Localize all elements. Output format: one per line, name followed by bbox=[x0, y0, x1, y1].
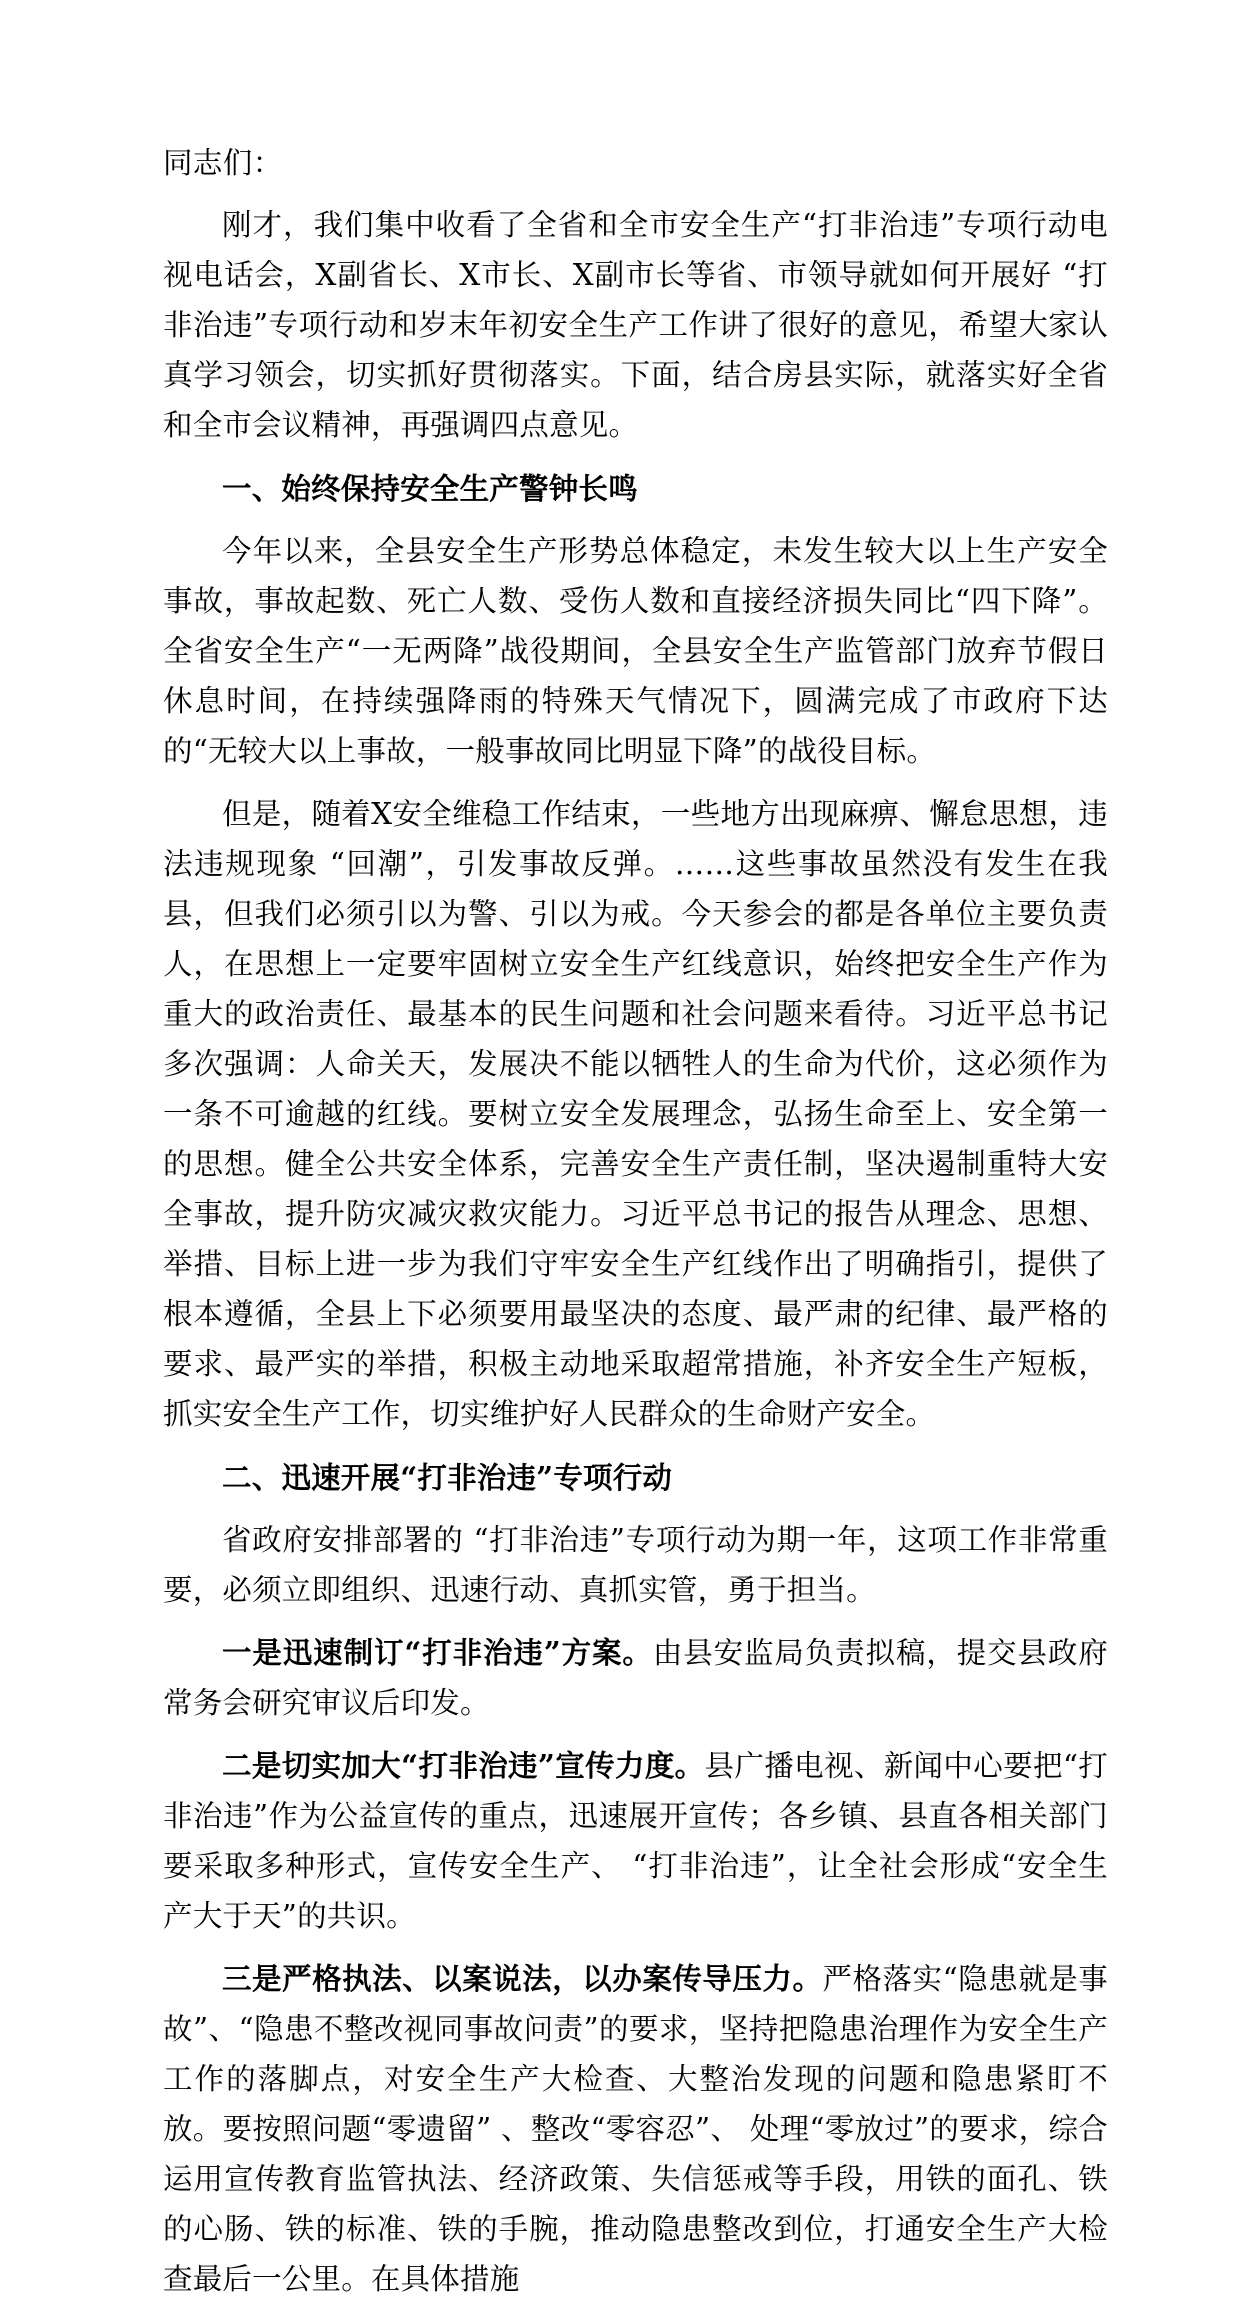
measure-two-text: 县广播电视、新闻中心要把“打非治违”作为公益宣传的重点，迅速展开宣传；各乡镇、县直各相关部门要采取多种形式，宣传安全生产、 “打非治违”，让全社会形成“安全生产大于天”的共识。 bbox=[163, 1749, 1108, 1933]
section-one-paragraph-2: 但是，随着X安全维稳工作结束，一些地方出现麻痹、懈怠思想，违法违规现象 “回潮”，引发事故反弹。……这些事故虽然没有发生在我县，但我们必须引以为警、引以为戒。今天参会的都是各单位主要负责人，在思想上一定要牢固树立安全生产红线意识，始终把安全生产作为重大的政治责任、最基本的民生问题和社会问题来看待。习近平总书记多次强调：人命关天，发展决不能以牺牲人的生命为代价，这必须作为一条不可逾越的红线。要树立安全发展理念，弘扬生命至上、安全第一的思想。健全公共安全体系，完善安全生产责任制，坚决遏制重特大安全事故，提升防灾减灾救灾能力。习近平总书记的报告从理念、思想、举措、目标上进一步为我们守牢安全生产红线作出了明确指引，提供了根本遵循，全县上下必须要用最坚决的态度、最严肃的纪律、最严格的要求、最严实的举措，积极主动地采取超常措施，补齐安全生产短板，抓实安全生产工作，切实维护好人民群众的生命财产安全。 bbox=[163, 797, 1108, 1431]
salutation: 同志们： bbox=[163, 146, 283, 180]
intro-paragraph: 刚才，我们集中收看了全省和全市安全生产“打非治违”专项行动电视电话会，X副省长、X市长、X副市长等省、市领导就如何开展好 “打非治违”专项行动和岁末年初安全生产工作讲了很好的意见，希望大家认真学习领会，切实抓好贯彻落实。下面，结合房县实际，就落实好全省和全市会议精神，再强调四点意见。 bbox=[163, 208, 1108, 442]
document-body bbox=[163, 140, 1108, 2304]
section-heading-one: 一、始终保持安全生产警钟长鸣 bbox=[222, 471, 638, 506]
measure-one-text: 由县安监局负责拟稿，提交县政府常务会研究审议后印发。 bbox=[163, 1636, 1108, 1720]
section-two-paragraph-1: 省政府安排部署的 “打非治违”专项行动为期一年，这项工作非常重要，必须立即组织、迅速行动、真抓实管，勇于担当。 bbox=[163, 1523, 1108, 1607]
measure-three-text: 严格落实“隐患就是事故”、“隐患不整改视同事故问责”的要求，坚持把隐患治理作为安全生产工作的落脚点，对安全生产大检查、大整治发现的问题和隐患紧盯不放。要按照问题“零遗留” 、整改“零容忍”、 处理“零放过”的要求，综合运用宣传教育监管执法、经济政策、失信惩戒等手段，用铁的面孔、铁的心肠、铁的标准、铁的手腕，推动隐患整改到位，打通安全生产大检查最后一公里。在具体措施 bbox=[163, 1962, 1108, 2296]
measure-three-paragraph bbox=[163, 1954, 1108, 2304]
measure-one-lead: 一是迅速制订“打非治违”方案。 bbox=[222, 1635, 653, 1670]
measure-three-lead: 三是严格执法、以案说法，以办案传导压力。 bbox=[222, 1961, 823, 1996]
measure-two-paragraph bbox=[163, 1741, 1108, 1941]
measure-two-lead: 二是切实加大“打非治违”宣传力度。 bbox=[222, 1748, 705, 1783]
section-heading-two: 二、迅速开展“打非治违”专项行动 bbox=[222, 1460, 673, 1495]
measure-one-paragraph bbox=[163, 1628, 1108, 1728]
section-one-paragraph-1: 今年以来，全县安全生产形势总体稳定，未发生较大以上生产安全事故，事故起数、死亡人数、受伤人数和直接经济损失同比“四下降”。全省安全生产“一无两降”战役期间，全县安全生产监管部门放弃节假日休息时间，在持续强降雨的特殊天气情况下，圆满完成了市政府下达的“无较大以上事故，一般事故同比明显下降”的战役目标。 bbox=[163, 534, 1108, 768]
